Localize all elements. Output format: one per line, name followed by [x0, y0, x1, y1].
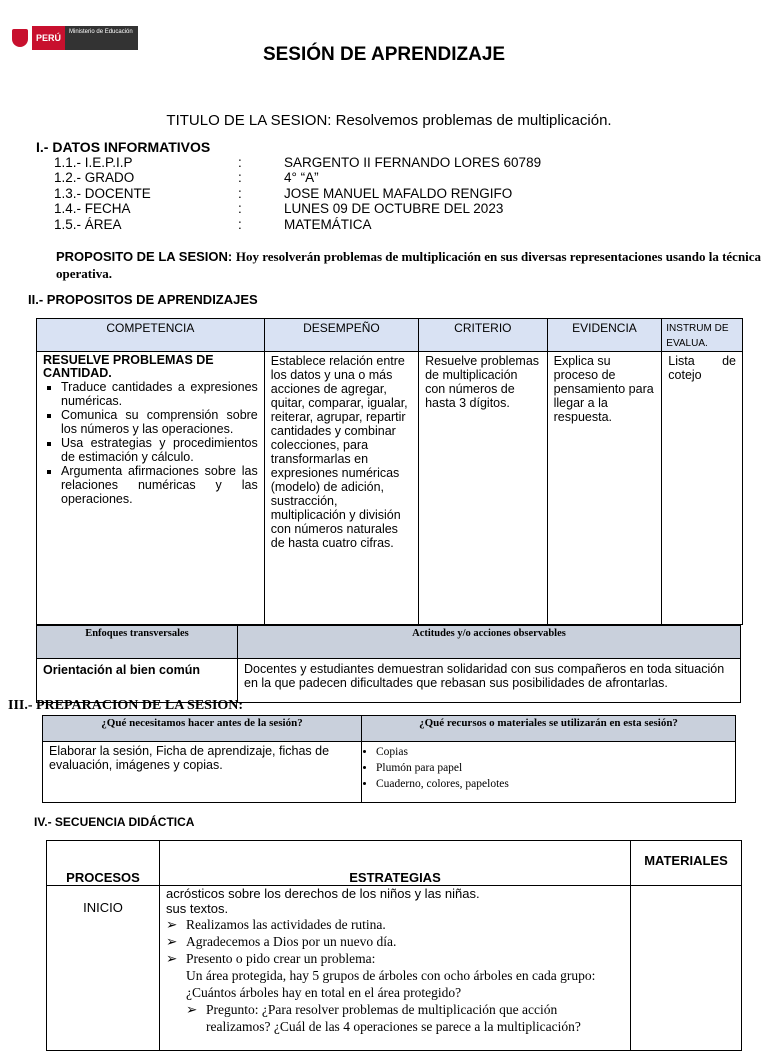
th-criterio: CRITERIO — [419, 319, 548, 352]
th-enfoques: Enfoques transversales — [37, 626, 238, 659]
table-header-row — [47, 841, 742, 886]
th-competencia: COMPETENCIA — [37, 319, 265, 352]
datos-value: LUNES 09 DE OCTUBRE DEL 2023 — [284, 201, 504, 216]
datos-row — [0, 201, 768, 217]
list-item: ▪ Usa estrategias y procedimientos de estimación y cálculo. — [61, 436, 258, 464]
proposito-text: Hoy resolverán problemas de multiplicación en sus diversas representaciones usando la técnica operativa. — [56, 249, 762, 281]
desempeno-cell: Establece relación entre los datos y una o más acciones de agregar, quitar, comparar, igualar, reiterar, agrupar, repartir cantidades y combinar colecciones, para transformarlas en expresiones numéricas (modelo) de adición, sustracción, multiplicación y división con números naturales de hasta cuatro cifras. — [264, 352, 418, 625]
problem-line: ¿Cuántos árboles hay en total en el área protegido? — [186, 985, 462, 1000]
bullet-item — [166, 916, 624, 933]
bullet-item — [166, 950, 624, 967]
proposito-label: PROPOSITO DE LA SESION: — [56, 249, 233, 264]
bullet-item — [166, 933, 624, 950]
propositos-heading: II.- PROPOSITOS DE APRENDIZAJES — [28, 292, 258, 307]
datos-value: 4° “A” — [284, 170, 319, 185]
list-item: • Copias — [376, 744, 729, 760]
question-item — [166, 1001, 624, 1018]
th-actitudes: Actitudes y/o acciones observables — [238, 626, 741, 659]
propositos-table — [36, 318, 743, 625]
materiales-cell — [631, 886, 742, 1051]
th-recursos: ¿Qué recursos o materiales se utilizarán en esta sesión? — [362, 716, 736, 742]
datos-label: 1.2.- GRADO — [54, 170, 135, 185]
bullet-text: Realizamos las actividades de rutina. — [186, 917, 386, 932]
estrategias-cell — [160, 886, 631, 1051]
th-antes: ¿Qué necesitamos hacer antes de la sesión? — [43, 716, 362, 742]
datos-sep: : — [238, 155, 242, 170]
enfoques-table — [36, 625, 741, 703]
estrategia-line: sus textos. — [166, 901, 229, 916]
page-title: SESIÓN DE APRENDIZAJE — [262, 44, 506, 65]
session-title: TITULO DE LA SESION: Resolvemos problemas de multiplicación. — [166, 112, 612, 129]
table-header-row — [37, 626, 741, 659]
datos-sep: : — [238, 201, 242, 216]
arrow-icon: ➢ — [166, 917, 178, 932]
th-evidencia: EVIDENCIA — [547, 319, 662, 352]
list-item: • Plumón para papel — [376, 760, 729, 776]
datos-row — [0, 170, 768, 186]
logo-country: PERÚ — [32, 26, 65, 50]
datos-row — [0, 217, 768, 233]
question-line: realizamos? ¿Cuál de las 4 operaciones se parece a la multiplicación? — [206, 1019, 581, 1034]
list-item: ▪ Argumenta afirmaciones sobre las relaciones numéricas y las operaciones. — [61, 464, 258, 506]
datos-value: JOSE MANUEL MAFALDO RENGIFO — [284, 186, 513, 201]
datos-heading: I.- DATOS INFORMATIVOS — [36, 139, 211, 155]
bullet-text: Presento o pido crear un problema: — [186, 951, 376, 966]
th-procesos: PROCESOS — [47, 841, 160, 886]
bullet-text: Agradecemos a Dios por un nuevo día. — [186, 934, 397, 949]
datos-sep: : — [238, 186, 242, 201]
datos-label: 1.5.- ÁREA — [54, 217, 122, 232]
list-item: • Cuaderno, colores, papelotes — [376, 776, 729, 792]
table-row — [37, 352, 743, 625]
question-text: Pregunto: ¿Para resolver problemas de multiplicación que acción — [206, 1002, 558, 1017]
datos-label: 1.4.- FECHA — [54, 201, 131, 216]
instrumento-cell: Lista de cotejo — [662, 352, 743, 625]
th-materiales: MATERIALES — [631, 841, 742, 886]
estrategia-line: acrósticos sobre los derechos de los niños y las niñas. — [166, 886, 480, 901]
evidencia-cell: Explica su proceso de pensamiento para llegar a la respuesta. — [547, 352, 662, 625]
th-desempeno: DESEMPEÑO — [264, 319, 418, 352]
datos-label: 1.1.- I.E.P.I.P — [54, 155, 133, 170]
list-item: ▪ Comunica su comprensión sobre los números y las operaciones. — [61, 408, 258, 436]
proposito-sesion — [56, 248, 768, 282]
arrow-icon: ➢ — [166, 951, 178, 966]
actitudes-cell: Docentes y estudiantes demuestran solidaridad con sus compañeros en toda situación en la que padecen dificultades que rebasan sus posibilidades de afrontarlas. — [238, 659, 741, 703]
logo-ministry: Ministerio de Educación — [65, 26, 138, 50]
table-row — [37, 659, 741, 703]
enfoque-cell: Orientación al bien común — [37, 659, 238, 703]
competencia-list — [43, 380, 258, 506]
list-item: ▪ Traduce cantidades a expresiones numéricas. — [61, 380, 258, 408]
table-header-row — [43, 716, 736, 742]
recursos-list — [368, 744, 729, 792]
secuencia-heading: IV.- SECUENCIA DIDÁCTICA — [34, 815, 195, 829]
datos-sep: : — [238, 217, 242, 232]
preparacion-table — [42, 715, 736, 803]
th-instrumento: INSTRUM DE EVALUA. — [662, 319, 743, 352]
th-estrategias: ESTRATEGIAS — [160, 841, 631, 886]
proceso-cell: INICIO — [47, 886, 160, 1051]
datos-row — [0, 155, 768, 171]
datos-value: SARGENTO II FERNANDO LORES 60789 — [284, 155, 542, 170]
datos-row — [0, 186, 768, 202]
antes-cell: Elaborar la sesión, Ficha de aprendizaje, fichas de evaluación, imágenes y copias. — [43, 742, 362, 803]
criterio-cell: Resuelve problemas de multiplicación con números de hasta 3 dígitos. — [419, 352, 548, 625]
competencia-cell — [37, 352, 265, 625]
datos-sep: : — [238, 170, 242, 185]
secuencia-table — [46, 840, 742, 1051]
problem-line: Un área protegida, hay 5 grupos de árboles con ocho árboles en cada grupo: — [186, 968, 596, 983]
competencia-title: RESUELVE PROBLEMAS DE CANTIDAD. — [43, 353, 214, 380]
datos-value: MATEMÁTICA — [284, 217, 372, 232]
recursos-cell — [362, 742, 736, 803]
arrow-icon: ➢ — [186, 1002, 198, 1017]
arrow-icon: ➢ — [166, 934, 178, 949]
table-header-row — [37, 319, 743, 352]
preparacion-heading: III.- PREPARACION DE LA SESION: — [8, 698, 244, 713]
datos-label: 1.3.- DOCENTE — [54, 186, 151, 201]
table-row — [43, 742, 736, 803]
table-row — [47, 886, 742, 1051]
